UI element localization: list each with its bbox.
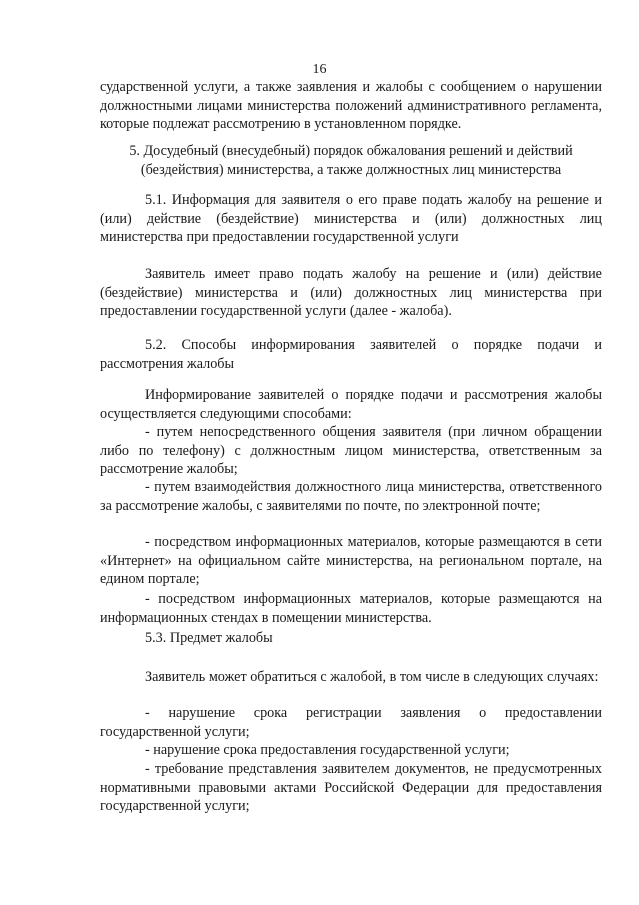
page-number: 16 [312, 62, 327, 77]
paragraph-informing-methods: Информирование заявителей о порядке подачи и рассмотрения жалобы осуществляется следующими способами: [100, 387, 602, 422]
paragraph-complaint-cases: Заявитель может обратиться с жалобой, в том числе в следующих случаях: [145, 669, 599, 685]
paragraph-continuation: сударственной услуги, а также заявления и жалобы с сообщением о нарушении должностными лицами министерства положений административного регламента, которые подлежат рассмотрению в установленном порядке. [100, 79, 602, 133]
list-item-registration-delay: - нарушение срока регистрации заявления о предоставлении государственной услуги; [100, 705, 602, 740]
list-item-direct-communication: - путем непосредственного общения заявителя (при личном обращении либо по телефону) с должностным лицом министерства, ответственным за рассмотрение жалобы; [100, 424, 602, 478]
list-item-service-delay: - нарушение срока предоставления государственной услуги; [145, 742, 510, 758]
subsection-heading-5-2: 5.2. Способы информирования заявителей о порядке подачи и рассмотрения жалобы [100, 337, 602, 372]
paragraph-right-to-complain: Заявитель имеет право подать жалобу на решение и (или) действие (бездействие) министерства и (или) должностных лиц министерства при предоставлении государственной услуги (далее - жалоба). [100, 266, 602, 320]
list-item-internet-materials: - посредством информационных материалов, которые размещаются в сети «Интернет» на официальном сайте министерства, на региональном портале, на едином портале; [100, 534, 602, 588]
subsection-heading-5-1: 5.1. Информация для заявителя о его праве подать жалобу на решение и (или) действие (бездействие) министерства и (или) должностных лиц министерства при предоставлении государственной услуги [100, 192, 602, 246]
list-item-document-demand: - требование представления заявителем документов, не предусмотренных нормативными правовыми актами Российской Федерации для предоставления государственной услуги; [100, 761, 602, 815]
subsection-heading-5-3: 5.3. Предмет жалобы [145, 630, 273, 646]
list-item-mail-interaction: - путем взаимодействия должностного лица министерства, ответственного за рассмотрение жалобы, с заявителями по почте, по электронной почте; [100, 479, 602, 514]
list-item-stand-materials: - посредством информационных материалов, которые размещаются на информационных стендах в помещении министерства. [100, 591, 602, 626]
section-heading-5: 5. Досудебный (внесудебный) порядок обжалования решений и действий (бездействия) министерства, а также должностных лиц министерства [129, 143, 573, 178]
